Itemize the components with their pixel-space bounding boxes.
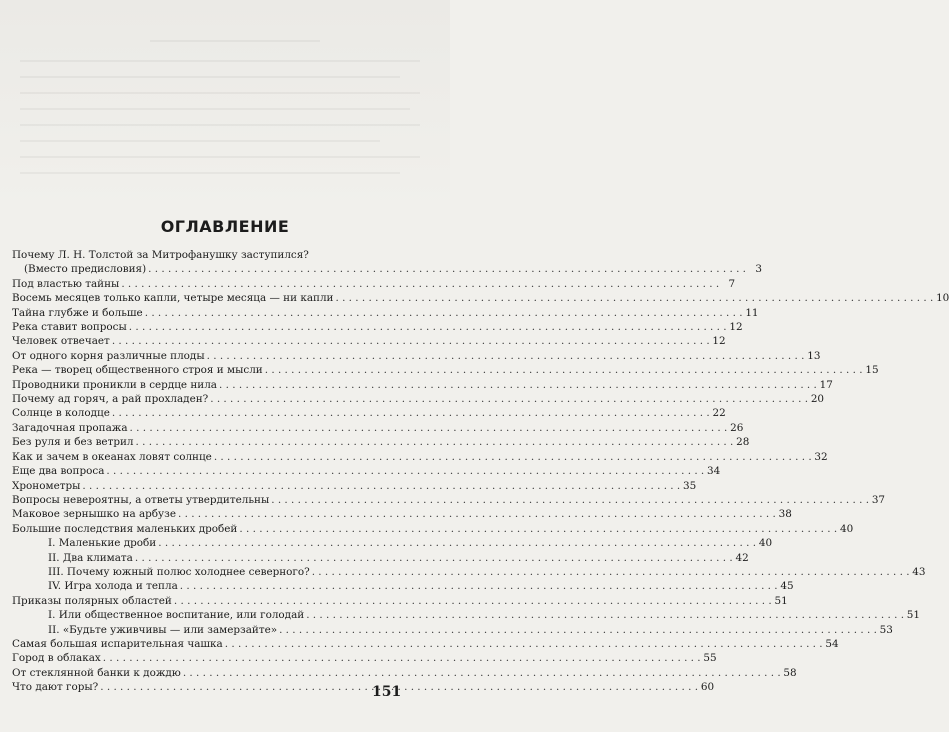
dot-leader bbox=[106, 464, 704, 478]
toc-entry-title: Восемь месяцев только капли, четыре месяца — ни капли bbox=[12, 292, 334, 305]
toc-entry-title: Что дают горы? bbox=[12, 681, 99, 694]
toc-entry-page: 32 bbox=[814, 450, 828, 463]
toc-entry-title: От стеклянной банки к дождю bbox=[12, 666, 181, 679]
toc-entry-title: Большие последствия маленьких дробей bbox=[12, 522, 238, 535]
toc-entry-page: 51 bbox=[906, 609, 921, 622]
toc-entry-page: 12 bbox=[729, 321, 743, 334]
toc-entry-title: I. Маленькие дроби bbox=[48, 537, 157, 550]
toc-entry bbox=[12, 320, 743, 334]
toc-entry-page: 51 bbox=[774, 594, 788, 607]
toc-entry-title: Почему Л. Н. Толстой за Митрофанушку заступился? bbox=[12, 249, 309, 261]
toc-entry-title: III. Почему южный полюс холоднее северного? bbox=[48, 565, 310, 578]
toc-entry bbox=[12, 651, 717, 665]
bleed-through-area bbox=[0, 0, 450, 210]
toc-entry-page: 42 bbox=[735, 551, 749, 564]
toc-entry bbox=[12, 248, 416, 262]
toc-entry-title: Загадочная пропажа bbox=[12, 421, 128, 434]
toc-entry-title: Под властью тайны bbox=[12, 277, 120, 290]
toc-entry bbox=[12, 522, 854, 536]
toc-entry bbox=[12, 334, 726, 348]
toc-entry bbox=[12, 363, 879, 377]
toc-entry bbox=[12, 277, 736, 291]
dot-leader bbox=[265, 363, 863, 377]
toc-entry-page: 34 bbox=[707, 465, 721, 478]
dot-leader bbox=[82, 479, 680, 493]
toc-entry-page: 40 bbox=[758, 537, 773, 550]
toc-entry-page: 58 bbox=[783, 666, 797, 679]
page-number: 151 bbox=[372, 684, 402, 700]
toc-entry-title: Маковое зернышко на арбузе bbox=[12, 508, 176, 521]
dot-leader bbox=[335, 291, 933, 305]
toc-entry bbox=[12, 479, 697, 493]
dot-leader bbox=[306, 608, 904, 622]
toc-entry-page: 53 bbox=[879, 623, 893, 636]
dot-leader bbox=[279, 623, 877, 637]
toc-entry bbox=[12, 306, 759, 320]
dot-leader bbox=[135, 551, 733, 565]
toc-entry-title: (Вместо предисловия) bbox=[24, 263, 147, 276]
toc-entry-page: 20 bbox=[810, 393, 825, 406]
dot-leader bbox=[271, 493, 869, 507]
toc-entry-page: 54 bbox=[825, 637, 839, 650]
toc-entry-page: 3 bbox=[755, 263, 762, 276]
toc-subentry bbox=[12, 565, 926, 579]
toc-entry-title: Без руля и без ветрил bbox=[12, 436, 134, 449]
toc-entry bbox=[12, 291, 949, 305]
toc-entry-page: 43 bbox=[912, 565, 926, 578]
toc-entry-title: Город в облаках bbox=[12, 652, 101, 665]
toc-entry-title: Проводники проникли в сердце нила bbox=[12, 378, 218, 391]
toc-entry-page: 37 bbox=[871, 493, 886, 506]
dot-leader bbox=[112, 334, 710, 348]
toc-entry-title: Еще два вопроса bbox=[12, 465, 105, 478]
toc-entry bbox=[12, 378, 833, 392]
toc-entry-title: От одного корня различные плоды bbox=[12, 349, 205, 362]
toc-entry-title: II. Два климата bbox=[48, 551, 133, 564]
toc-entry-page: 55 bbox=[703, 652, 717, 665]
dot-leader bbox=[312, 565, 910, 579]
dot-leader bbox=[130, 421, 728, 435]
toc-entry-page: 10 bbox=[936, 292, 949, 305]
dot-leader bbox=[145, 306, 743, 320]
table-of-contents bbox=[12, 248, 949, 695]
toc-entry bbox=[12, 392, 825, 406]
dot-leader bbox=[210, 392, 808, 406]
toc-entry-page: 38 bbox=[778, 508, 792, 521]
dot-leader bbox=[225, 637, 823, 651]
dot-leader bbox=[158, 536, 756, 550]
toc-entry-page: 11 bbox=[745, 306, 759, 319]
toc-entry-title: Почему ад горяч, а рай прохладен? bbox=[12, 393, 209, 406]
toc-entry-title: Тайна глубже и больше bbox=[12, 306, 143, 319]
toc-entry bbox=[12, 262, 762, 276]
toc-entry-title: Река — творец общественного строя и мысли bbox=[12, 364, 263, 377]
toc-entry-page: 28 bbox=[736, 436, 750, 449]
toc-entry-title: IV. Игра холода и тепла bbox=[48, 580, 178, 593]
toc-subentry bbox=[12, 551, 749, 565]
toc-entry-page: 15 bbox=[865, 364, 879, 377]
toc-entry bbox=[12, 435, 750, 449]
toc-entry-title: II. «Будьте уживчивы — или замерзайте» bbox=[48, 623, 278, 636]
toc-entry-title: Человек отвечает bbox=[12, 335, 110, 348]
toc-entry bbox=[12, 680, 715, 694]
toc-entry bbox=[12, 666, 797, 680]
dot-leader bbox=[148, 262, 746, 276]
dot-leader bbox=[103, 651, 701, 665]
toc-entry-title: I. Или общественное воспитание, или голодай bbox=[48, 609, 305, 622]
dot-leader bbox=[214, 450, 812, 464]
toc-entry bbox=[12, 464, 721, 478]
toc-entry-title: Самая большая испарительная чашка bbox=[12, 637, 223, 650]
dot-leader bbox=[219, 378, 817, 392]
dot-leader bbox=[178, 507, 776, 521]
toc-entry-title: Река ставит вопросы bbox=[12, 321, 127, 334]
toc-entry bbox=[12, 637, 839, 651]
toc-entry-title: Как и зачем в океанах ловят солнце bbox=[12, 450, 212, 463]
toc-subentry bbox=[12, 608, 921, 622]
dot-leader bbox=[129, 320, 727, 334]
toc-entry-page: 45 bbox=[780, 580, 794, 593]
toc-entry bbox=[12, 349, 821, 363]
toc-entry-page: 13 bbox=[807, 349, 821, 362]
dot-leader bbox=[121, 277, 719, 291]
dot-leader bbox=[136, 435, 734, 449]
dot-leader bbox=[239, 522, 837, 536]
page-title: ОГЛАВЛЕНИЕ bbox=[160, 217, 290, 236]
toc-entry-page: 35 bbox=[682, 479, 697, 492]
toc-entry-title: Приказы полярных областей bbox=[12, 594, 172, 607]
toc-entry bbox=[12, 594, 788, 608]
toc-subentry bbox=[12, 536, 773, 550]
dot-leader bbox=[207, 349, 805, 363]
toc-entry-page: 12 bbox=[712, 335, 726, 348]
toc-entry-title: Солнце в колодце bbox=[12, 407, 110, 420]
toc-entry-page: 26 bbox=[730, 421, 744, 434]
dot-leader bbox=[183, 666, 781, 680]
toc-entry-title: Хронометры bbox=[12, 479, 81, 492]
toc-entry bbox=[12, 493, 886, 507]
dot-leader bbox=[180, 579, 778, 593]
toc-subentry bbox=[12, 623, 893, 637]
toc-entry-page: 60 bbox=[700, 681, 715, 694]
dot-leader bbox=[174, 594, 772, 608]
toc-entry-page: 22 bbox=[712, 407, 726, 420]
toc-entry bbox=[12, 450, 828, 464]
toc-entry bbox=[12, 507, 792, 521]
toc-entry bbox=[12, 406, 726, 420]
toc-entry bbox=[12, 421, 744, 435]
toc-entry-page: 40 bbox=[839, 522, 854, 535]
toc-entry-page: 7 bbox=[728, 277, 736, 290]
dot-leader bbox=[112, 406, 710, 420]
toc-subentry bbox=[12, 579, 794, 593]
toc-entry-page: 17 bbox=[819, 378, 833, 391]
toc-entry-title: Вопросы невероятны, а ответы утвердительны bbox=[12, 493, 270, 506]
